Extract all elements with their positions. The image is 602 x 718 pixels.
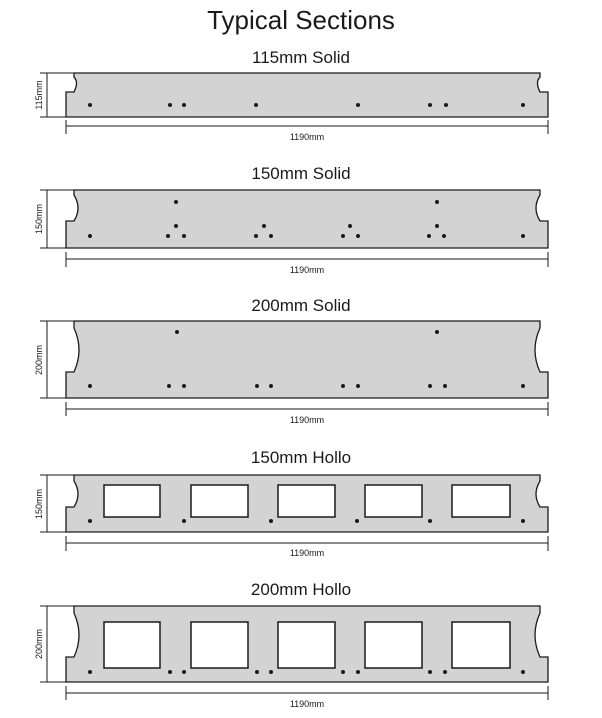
strand [269, 670, 273, 674]
section-title: 200mm Solid [251, 296, 351, 315]
strand [521, 519, 525, 523]
strand [262, 224, 266, 228]
strand [174, 224, 178, 228]
strand [182, 519, 186, 523]
width-dimension [66, 402, 548, 416]
strand [168, 670, 172, 674]
slab-outline [66, 190, 548, 248]
slab-outline [66, 73, 548, 117]
depth-label: 115mm [34, 80, 44, 110]
strand [182, 234, 186, 238]
slab-diagram [0, 294, 602, 438]
strand [435, 224, 439, 228]
strand [269, 384, 273, 388]
width-label: 1190mm [289, 699, 325, 709]
depth-label: 200mm [34, 628, 44, 660]
hollow-core [191, 485, 248, 517]
strand [521, 384, 525, 388]
width-label: 1190mm [289, 265, 325, 275]
strand [428, 519, 432, 523]
slab-diagram [0, 446, 602, 572]
strand [88, 670, 92, 674]
hollow-core [278, 622, 335, 668]
strand [167, 384, 171, 388]
strand [341, 670, 345, 674]
strand [254, 234, 258, 238]
strand [443, 670, 447, 674]
slab-diagram [0, 46, 602, 156]
strand [168, 103, 172, 107]
section-title: 115mm Solid [252, 48, 350, 67]
strand [182, 670, 186, 674]
strand [428, 103, 432, 107]
hollow-core [452, 485, 510, 517]
width-label: 1190mm [289, 548, 325, 558]
slab-outline [66, 321, 548, 398]
strand [428, 670, 432, 674]
strand [174, 200, 178, 204]
strand [435, 200, 439, 204]
strand [427, 234, 431, 238]
width-dimension [66, 686, 548, 700]
strand [444, 103, 448, 107]
hollow-core [365, 622, 422, 668]
strand [443, 384, 447, 388]
hollow-core [365, 485, 422, 517]
strand [355, 519, 359, 523]
strand [255, 384, 259, 388]
strand [428, 384, 432, 388]
slab-diagram [0, 578, 602, 718]
section-title: 150mm Solid [251, 164, 351, 183]
depth-label: 150mm [34, 488, 44, 520]
strand [88, 234, 92, 238]
section-200mm-hollo [0, 578, 602, 718]
strand [255, 670, 259, 674]
section-150mm-solid [0, 162, 602, 288]
hollow-core [191, 622, 248, 668]
width-label: 1190mm [289, 132, 325, 142]
section-title: 150mm Hollo [250, 448, 352, 467]
depth-label: 200mm [34, 344, 44, 376]
depth-label: 150mm [34, 203, 44, 235]
hollow-core [278, 485, 335, 517]
section-115mm-solid [0, 46, 602, 156]
strand [521, 234, 525, 238]
strand [356, 670, 360, 674]
section-200mm-solid [0, 294, 602, 438]
strand [166, 234, 170, 238]
section-title: 200mm Hollo [250, 580, 352, 599]
page-title: Typical Sections [207, 5, 395, 35]
strand [356, 103, 360, 107]
hollow-core [452, 622, 510, 668]
section-150mm-hollo [0, 446, 602, 572]
strand [442, 234, 446, 238]
strand [356, 234, 360, 238]
strand [88, 519, 92, 523]
slab-diagram [0, 162, 602, 288]
strand [348, 224, 352, 228]
strand [341, 384, 345, 388]
strand [88, 384, 92, 388]
hollow-core [104, 622, 160, 668]
hollow-core [104, 485, 160, 517]
strand [88, 103, 92, 107]
width-label: 1190mm [289, 415, 325, 425]
strand [521, 670, 525, 674]
strand [269, 519, 273, 523]
strand [254, 103, 258, 107]
strand [521, 103, 525, 107]
strand [175, 330, 179, 334]
strand [341, 234, 345, 238]
strand [182, 384, 186, 388]
strand [356, 384, 360, 388]
strand [435, 330, 439, 334]
strand [269, 234, 273, 238]
strand [182, 103, 186, 107]
